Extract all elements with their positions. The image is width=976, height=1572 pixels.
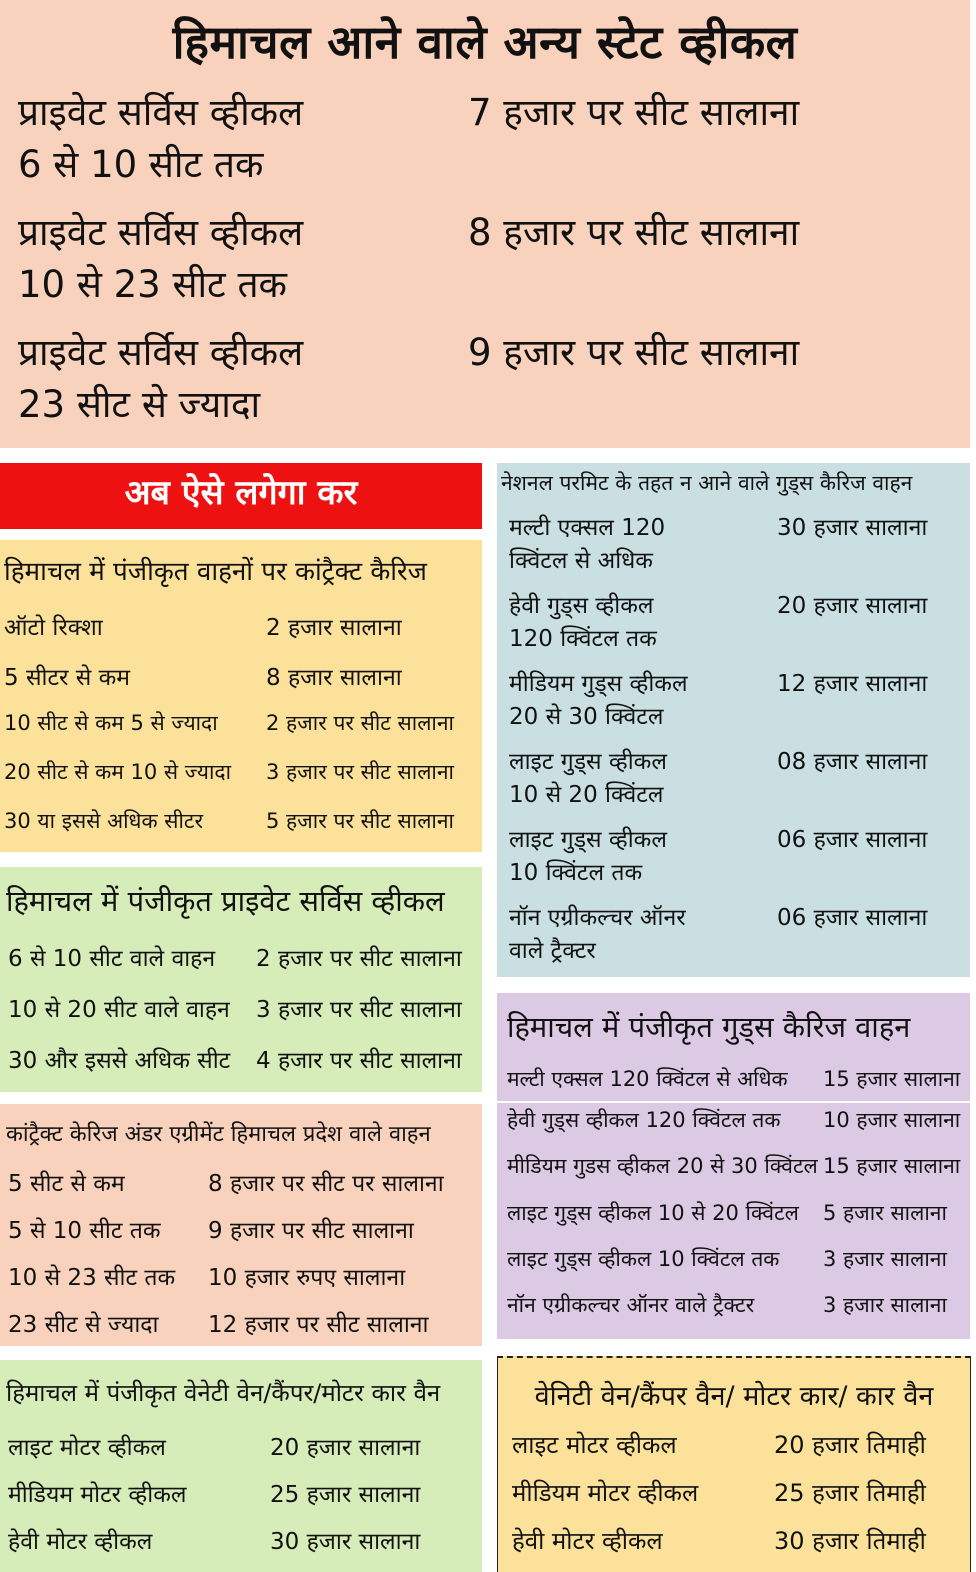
row-label: मल्टी एक्सल 120 क्विंटल से अधिक [507, 1067, 788, 1091]
row-rate: 3 हजार पर सीट सालाना [266, 760, 454, 784]
row-rate: 15 हजार सालाना [823, 1067, 961, 1091]
row-rate: 06 हजार सालाना [777, 827, 928, 853]
row-rate: 4 हजार पर सीट सालाना [256, 1048, 462, 1074]
row-label: 5 सीट से कम [8, 1171, 125, 1197]
section-heading: हिमाचल में पंजीकृत वाहनों पर कांट्रैक्ट कैरिज [4, 557, 427, 587]
row-label: लाइट गुड्स व्हीकल [509, 827, 667, 853]
row-rate: 15 हजार सालाना [823, 1154, 961, 1178]
row-label: मीडियम गुडस व्हीकल 20 से 30 क्विंटल [507, 1154, 818, 1178]
row-label: हेवी मोटर व्हीकल [512, 1527, 663, 1555]
row-rate: 12 हजार पर सीट सालाना [208, 1312, 429, 1338]
row-label: मीडियम मोटर व्हीकल [8, 1482, 187, 1508]
vehicle-type: प्राइवेट सर्विस व्हीकल [18, 91, 304, 134]
row-label: नॉन एग्रीकल्चर ऑनर वाले ट्रैक्टर [507, 1293, 755, 1317]
row-rate: 8 हजार सालाना [266, 665, 402, 691]
contract-carriage-section [0, 540, 482, 852]
row-rate: 08 हजार सालाना [777, 749, 928, 775]
row-label: लाइट गुड्स व्हीकल 10 क्विंटल तक [507, 1247, 780, 1271]
section-title: हिमाचल आने वाले अन्य स्टेट व्हीकल [172, 15, 798, 69]
divider [497, 1101, 970, 1103]
row-label-line2: क्विंटल से अधिक [509, 548, 653, 574]
row-rate: 25 हजार सालाना [270, 1482, 421, 1508]
row-label: मीडियम गुड्स व्हीकल [509, 671, 688, 697]
section-heading: कांट्रैक्ट केरिज अंडर एग्रीमेंट हिमाचल प्रदेश वाले वाहन [6, 1122, 431, 1147]
row-label: 5 सीटर से कम [4, 665, 131, 691]
row-label: 10 से 23 सीट तक [8, 1265, 176, 1291]
row-label: हेवी गुड्स व्हीकल [509, 593, 654, 619]
row-rate: 06 हजार सालाना [777, 905, 928, 931]
tax-rate: 7 हजार पर सीट सालाना [468, 91, 800, 134]
row-label: 20 सीट से कम 10 से ज्यादा [4, 760, 232, 784]
tax-banner: अब ऐसे लगेगा कर [0, 463, 482, 529]
row-label: 5 से 10 सीट तक [8, 1218, 161, 1244]
section-heading: हिमाचल में पंजीकृत वेनेटी वेन/कैंपर/मोटर कार वैन [6, 1379, 441, 1407]
row-rate: 30 हजार तिमाही [774, 1527, 926, 1555]
row-label: 23 सीट से ज्यादा [8, 1312, 159, 1338]
row-label: लाइट मोटर व्हीकल [8, 1435, 166, 1461]
agreement-carriage-section [0, 1104, 482, 1346]
section-heading: हिमाचल में पंजीकृत गुड्स कैरिज वाहन [507, 1010, 911, 1044]
national-permit-section [497, 463, 970, 977]
row-rate: 10 हजार रुपए सालाना [208, 1265, 406, 1291]
row-rate: 10 हजार सालाना [823, 1108, 961, 1132]
row-label: ऑटो रिक्शा [4, 615, 103, 641]
other-state-vehicles-section [0, 0, 970, 448]
section-heading: वेनिटी वेन/कैंपर वैन/ मोटर कार/ कार वैन [534, 1381, 934, 1412]
tax-rate: 8 हजार पर सीट सालाना [468, 211, 800, 254]
row-rate: 2 हजार पर सीट सालाना [256, 946, 462, 972]
row-label: 30 या इससे अधिक सीटर [4, 809, 204, 833]
row-label: 6 से 10 सीट वाले वाहन [8, 946, 216, 972]
row-label: 10 से 20 सीट वाले वाहन [8, 997, 230, 1023]
row-rate: 20 हजार तिमाही [774, 1431, 926, 1459]
row-rate: 20 हजार सालाना [777, 593, 928, 619]
row-rate: 12 हजार सालाना [777, 671, 928, 697]
row-rate: 9 हजार पर सीट सालाना [208, 1218, 414, 1244]
row-label-line2: 20 से 30 क्विंटल [509, 704, 664, 730]
row-label: लाइट गुड्स व्हीकल 10 से 20 क्विंटल [507, 1201, 799, 1225]
row-label: लाइट गुड्स व्हीकल [509, 749, 667, 775]
vanity-van-hp-section [0, 1360, 482, 1572]
row-label-line2: वाले ट्रैक्टर [509, 938, 596, 964]
row-rate: 3 हजार सालाना [823, 1247, 947, 1271]
vanity-van-quarterly-section [497, 1356, 971, 1572]
tax-rate: 9 हजार पर सीट सालाना [468, 331, 800, 374]
vehicle-type: प्राइवेट सर्विस व्हीकल [18, 211, 304, 254]
row-label-line2: 10 क्विंटल तक [509, 860, 643, 886]
row-label-line2: 120 क्विंटल तक [509, 626, 657, 652]
row-rate: 8 हजार पर सीट पर सालाना [208, 1171, 444, 1197]
seat-range: 10 से 23 सीट तक [18, 263, 287, 306]
row-rate: 30 हजार सालाना [270, 1529, 421, 1555]
row-rate: 25 हजार तिमाही [774, 1479, 926, 1507]
private-service-section [0, 867, 482, 1092]
row-rate: 5 हजार सालाना [823, 1201, 947, 1225]
goods-carriage-hp-section [497, 993, 970, 1339]
row-label: हेवी मोटर व्हीकल [8, 1529, 153, 1555]
row-rate: 2 हजार सालाना [266, 615, 402, 641]
row-rate: 2 हजार पर सीट सालाना [266, 711, 454, 735]
row-rate: 3 हजार पर सीट सालाना [256, 997, 462, 1023]
row-label: लाइट मोटर व्हीकल [512, 1431, 677, 1459]
row-label: 30 और इससे अधिक सीट [8, 1048, 231, 1074]
row-label: मल्टी एक्सल 120 [509, 515, 666, 541]
row-label-line2: 10 से 20 क्विंटल [509, 782, 664, 808]
row-label: हेवी गुड्स व्हीकल 120 क्विंटल तक [507, 1108, 781, 1132]
row-label: मीडियम मोटर व्हीकल [512, 1479, 699, 1507]
row-rate: 30 हजार सालाना [777, 515, 928, 541]
row-label: 10 सीट से कम 5 से ज्यादा [4, 711, 218, 735]
row-rate: 5 हजार पर सीट सालाना [266, 809, 454, 833]
vehicle-type: प्राइवेट सर्विस व्हीकल [18, 331, 304, 374]
row-label: नॉन एग्रीकल्चर ऑनर [509, 905, 686, 931]
row-rate: 3 हजार सालाना [823, 1293, 947, 1317]
row-rate: 20 हजार सालाना [270, 1435, 421, 1461]
seat-range: 23 सीट से ज्यादा [18, 383, 261, 426]
seat-range: 6 से 10 सीट तक [18, 143, 264, 186]
section-heading: हिमाचल में पंजीकृत प्राइवेट सर्विस व्हीकल [6, 884, 445, 918]
section-heading: नेशनल परमिट के तहत न आने वाले गुड्स कैरिज वाहन [501, 471, 913, 495]
